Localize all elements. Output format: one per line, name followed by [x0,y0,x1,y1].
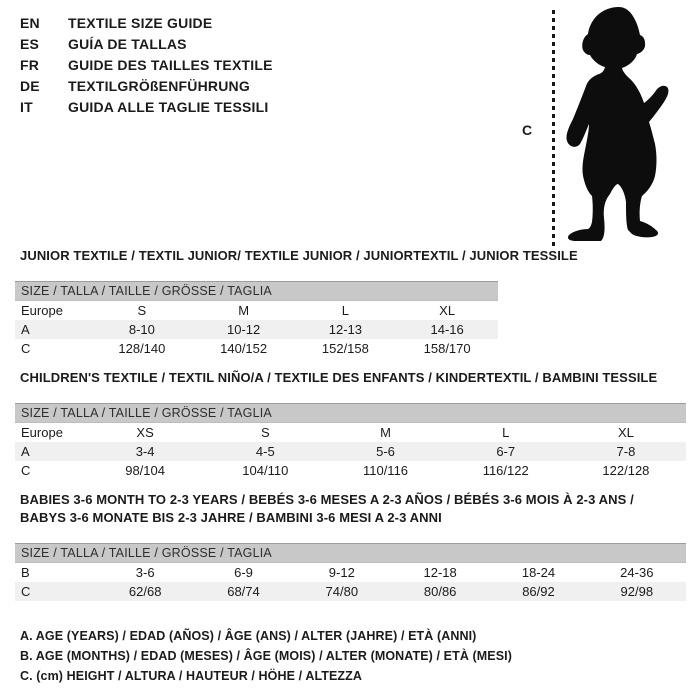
row-label: A [21,444,30,459]
cell-value: 74/80 [325,584,359,599]
cell-value: 24-36 [620,565,654,580]
cell-value: 14-16 [430,322,464,337]
section-title-line: BABYS 3-6 MONATE BIS 2-3 JAHRE / BAMBINI 3-6 MESI A 2-3 ANNI [20,510,442,525]
table-body [15,301,498,358]
table-row [15,339,498,358]
table-body [15,563,686,601]
section-title [20,491,686,527]
size-section-junior [15,247,578,358]
language-label: TEXTILE SIZE GUIDE [68,15,213,31]
section-title [20,369,686,387]
cell-value: 9-12 [328,565,355,580]
cell-value: S [137,303,147,318]
table-size-header: SIZE / TALLA / TAILLE / GRÖSSE / TAGLIA [15,403,686,423]
cell-value: 140/152 [220,341,268,356]
cell-value: S [260,425,270,440]
language-list [20,13,273,118]
cell-value: XL [617,425,634,440]
table-row [15,301,498,320]
cell-value: 104/110 [242,463,289,478]
cell-value: XL [439,303,456,318]
cell-value: 3-4 [135,444,155,459]
table-body [15,423,686,480]
cell-value: L [502,425,510,440]
row-label: Europe [21,303,63,318]
cell-value: 116/122 [482,463,529,478]
footnote-line: A. AGE (YEARS) / EDAD (AÑOS) / ÂGE (ANS) / ALTER (JAHRE) / ETÀ (ANNI) [20,629,477,643]
table-size-header: SIZE / TALLA / TAILLE / GRÖSSE / TAGLIA [15,543,686,563]
language-code: EN [20,15,40,31]
cell-value: 8-10 [128,322,155,337]
cell-value: 68/74 [227,584,260,599]
row-label: C [21,341,31,356]
cell-value: 86/92 [522,584,555,599]
footnote-line: B. AGE (MONTHS) / EDAD (MESES) / ÂGE (MOIS) / ALTER (MONATE) / ETÀ (MESI) [20,649,513,663]
size-section-children [15,369,686,480]
cell-value: M [238,303,250,318]
table-row [15,320,498,339]
section-title-line: BABIES 3-6 MONTH TO 2-3 YEARS / BEBÉS 3-6 MESES A 2-3 AÑOS / BÉBÉS 3-6 MOIS À 2-3 ANS / [20,492,634,507]
cell-value: 6-9 [234,565,253,580]
cell-value: 128/140 [118,341,166,356]
section-title-line: JUNIOR TEXTILE / TEXTIL JUNIOR/ TEXTILE JUNIOR / JUNIORTEXTIL / JUNIOR TESSILE [20,248,578,263]
language-row [20,76,273,97]
cell-value: XS [136,425,154,440]
height-measure-dashed-line [552,10,555,247]
language-code: IT [20,99,33,115]
language-code: FR [20,57,40,73]
cell-value: 110/116 [362,463,409,478]
table-row [15,563,686,582]
row-label: C [21,584,31,599]
cell-value: 152/158 [321,341,369,356]
language-label: TEXTILGRÖßENFÜHRUNG [68,78,250,94]
table-row [15,423,686,442]
height-measure-label: C [522,122,533,138]
cell-value: 80/86 [423,584,457,599]
cell-value: 158/170 [423,341,471,356]
cell-value: M [380,425,391,440]
cell-value: 98/104 [125,463,165,478]
footnotes [20,626,512,686]
cell-value: 62/68 [128,584,162,599]
cell-value: 7-8 [616,444,636,459]
table-size-header: SIZE / TALLA / TAILLE / GRÖSSE / TAGLIA [15,281,498,301]
section-title [20,247,578,265]
cell-value: 92/98 [620,584,654,599]
language-row [20,13,273,34]
section-title-line: CHILDREN'S TEXTILE / TEXTIL NIÑO/A / TEXTILE DES ENFANTS / KINDERTEXTIL / BAMBINI TESSILE [20,370,658,385]
language-code: ES [20,36,40,52]
cell-value: 5-6 [376,444,395,459]
language-label: GUIDE DES TAILLES TEXTILE [68,57,273,73]
language-row [20,55,273,76]
table-row [15,442,686,461]
row-label: B [21,565,30,580]
baby-silhouette-icon [556,4,700,244]
cell-value: 10-12 [227,322,261,337]
language-label: GUIDA ALLE TAGLIE TESSILI [68,99,269,115]
cell-value: 122/128 [602,463,650,478]
language-code: DE [20,78,40,94]
cell-value: 12-13 [328,322,362,337]
cell-value: 3-6 [135,565,155,580]
cell-value: L [341,303,349,318]
table-row [15,582,686,601]
language-row [20,34,273,55]
row-label: Europe [21,425,63,440]
size-section-babies [15,491,686,601]
language-row [20,97,273,118]
cell-value: 6-7 [496,444,516,459]
cell-value: 4-5 [255,444,275,459]
row-label: A [21,322,30,337]
table-row [15,461,686,480]
cell-value: 18-24 [521,565,556,580]
language-label: GUÍA DE TALLAS [68,36,187,52]
cell-value: 12-18 [423,565,457,580]
row-label: C [21,463,31,478]
footnote-line: C. (cm) HEIGHT / ALTURA / HAUTEUR / HÖHE / ALTEZZA [20,669,363,683]
